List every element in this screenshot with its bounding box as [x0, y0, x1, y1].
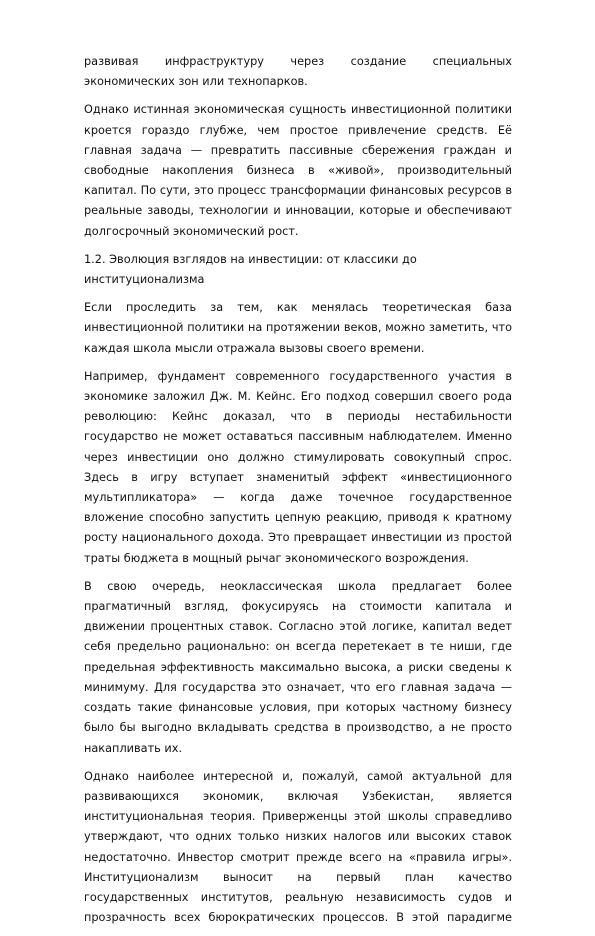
paragraph-investment-essence: Однако истинная экономическая сущность инвестиционной политики кроется гораздо глубже, чем простое привлечение средств. Её главная задача — превратить пассивные сбережения граждан и свободные накопления бизнеса в «живой», производительный капитал. По сути, это процесс трансформации финансовых ресурсов в реальные заводы, технологии и инновации, которые и обеспечивают долгосрочный экономический рост. [84, 103, 512, 238]
paragraph-institutional: Однако наиболее интересной и, пожалуй, самой актуальной для развивающихся экономик, включая Узбекистан, является институциональная теория. Приверженцы этой школы справедливо утверждают, что одних только низких налогов или высоких ставок недостаточно. Инвестор смотрит прежде всего на «правила игры». Институционализм выносит на первый план качество государственных институтов, реальную независимость судов и прозрачность всех бюрократических процессов. В этой парадигме [84, 769, 512, 925]
section-heading: 1.2. Эволюция взглядов на инвестиции: от классики до институционализма [84, 252, 417, 287]
paragraph-evolution-intro: Если проследить за тем, как менялась теоретическая база инвестиционной политики на протяжении веков, можно заметить, что каждая школа мысли отражала вызовы своего времени. [84, 301, 512, 355]
document-page [84, 52, 512, 936]
paragraph-neoclassical: В свою очередь, неоклассическая школа предлагает более прагматичный взгляд, фокусируясь на стоимости капитала и движении процентных ставок. Согласно этой логике, капитал ведет себя предельно рационально: он всегда перетекает в те ниши, где предельная эффективность максимально высока, а риски сведены к минимуму. Для государства это означает, что его главная задача — создать такие финансовые условия, при которых частному бизнесу было бы выгодно вкладывать средства в производство, а не просто накапливать их. [84, 579, 512, 755]
paragraph-keynes: Например, фундамент современного государственного участия в экономике заложил Дж. М. Кейнс. Его подход совершил своего рода революцию: Кейнс доказал, что в периоды нестабильности государство не может оставаться пассивным наблюдателем. Именно через инвестиции оно должно стимулировать совокупный спрос. Здесь в игру вступает знаменитый эффект «инвестиционного мультипликатора» — когда даже точечное государственное вложение способно запустить цепную реакцию, приводя к кратному росту национального дохода. Это превращает инвестиции из простой траты бюджета в мощный рычаг экономического возрождения. [84, 369, 512, 565]
paragraph-intro-continuation: развивая инфраструктуру через создание специальных экономических зон или технопарков. [84, 55, 512, 89]
